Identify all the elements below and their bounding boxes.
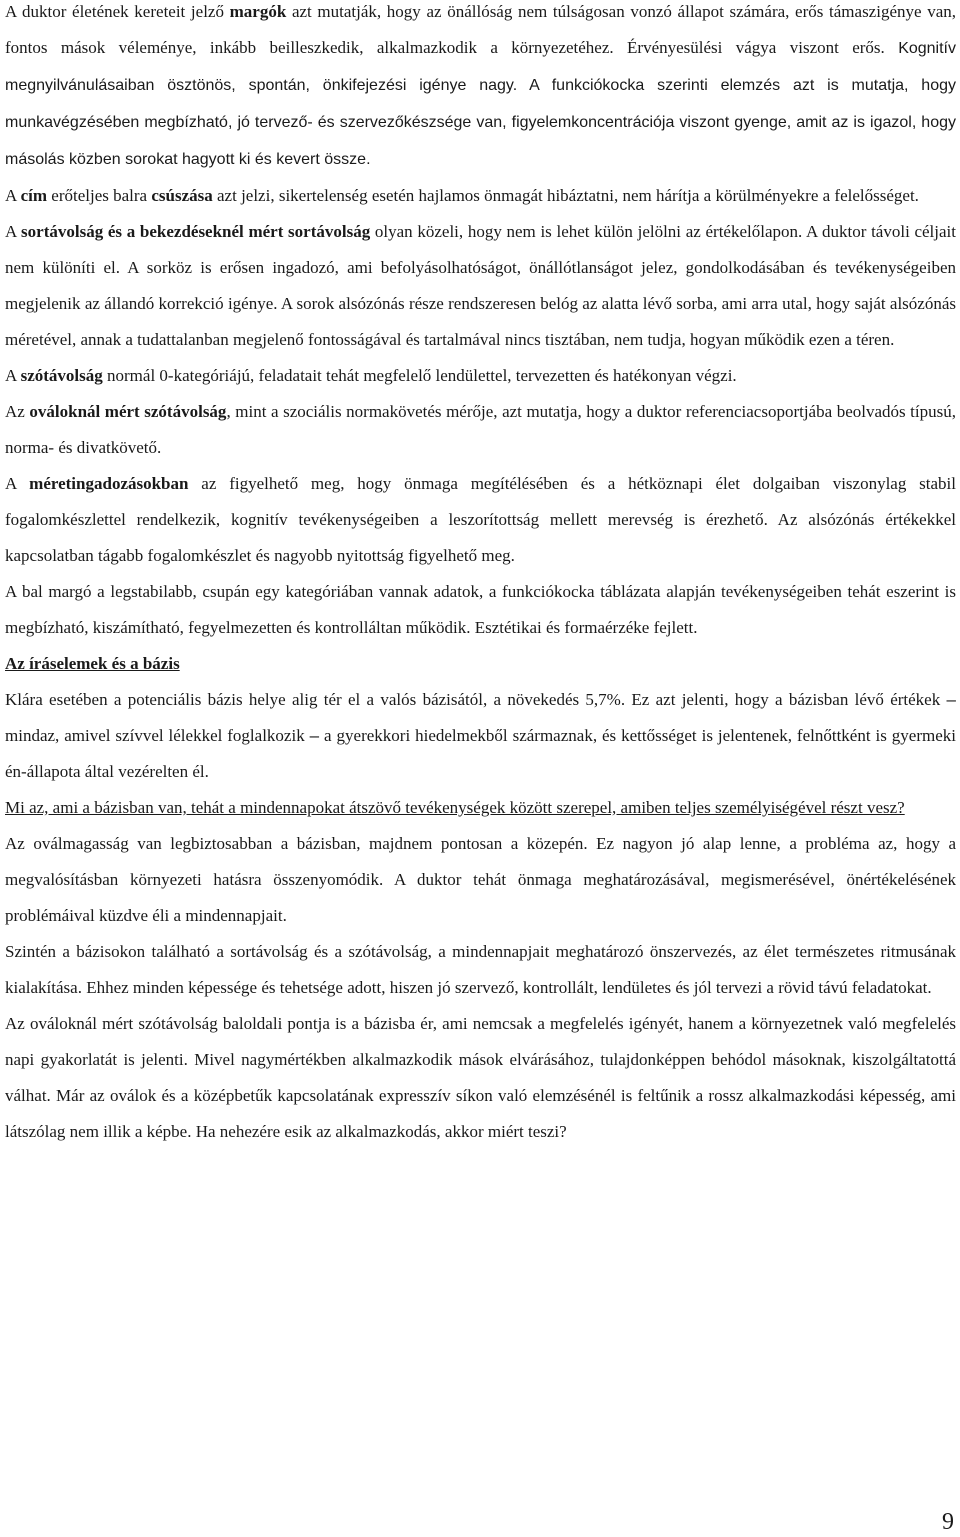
text: A — [5, 222, 22, 241]
dash: – — [946, 690, 956, 709]
underlined-question: Mi az, ami a bázisban van, tehát a mindennapokat átszövő tevékenységek között szerepel, amiben teljes személyiségével részt vesz? — [5, 798, 905, 817]
page-number: 9 — [942, 1509, 954, 1535]
text: , mint a szociális normakövetés mérője, azt mutatja, hogy a duktor referenciacsoportjába beolvadós típusú, norma- és divatkövető. — [5, 402, 956, 457]
paragraph-oval-word-spacing — [5, 394, 956, 466]
paragraph-line-spacing — [5, 214, 956, 358]
term-shift: csúszása — [151, 186, 213, 205]
paragraph-title — [5, 178, 956, 214]
term-margins: margók — [229, 2, 287, 21]
heading-text: Az íráselemek és a bázis — [5, 654, 180, 673]
paragraph-self-organization: Szintén a bázisokon található a sortávolság és a szótávolság, a mindennapjait meghatározó önszervezés, az élet természetes ritmusának kialakítása. Ehhez minden képessége és tehetsége adott, hiszen jó szervező, kontrollált, lendületes és jól tervezi a rövid távú feladatokat. — [5, 942, 956, 997]
dash: – — [309, 726, 320, 745]
term-title: cím — [20, 186, 48, 205]
term-line-spacing: sortávolság és a bekezdéseknél mért sortávolság — [21, 222, 371, 241]
paragraph-adaptation: Az ováloknál mért szótávolság baloldali pontja is a bázisba ér, ami nemcsak a megfelelés igényét, hanem a környezetnek való megfelelés napi gyakorlatát is jelenti. Mivel nagymértékben alkalmazkodik mások elvárásához, tulajdonképpen behódol másoknak, kiszolgáltatottá válhat. Már az oválok és a középbetűk kapcsolatának expresszív síkon való elemzésénél is feltűnik a rossz alkalmazkodási képesség, ami látszólag nem illik a képbe. Ha nehezére esik az alkalmazkodás, akkor miért teszi? — [5, 1014, 956, 1141]
text: A — [5, 366, 21, 385]
text: normál 0-kategóriájú, feladatait tehát megfelelő lendülettel, tervezetten és hatékonyan végzi. — [102, 366, 737, 385]
text: A — [5, 186, 21, 205]
term-size-variation: méretingadozásokban — [29, 474, 189, 493]
text: Az — [5, 402, 30, 421]
paragraph-word-spacing — [5, 358, 956, 394]
paragraph-left-margin: A bal margó a legstabilabb, csupán egy kategóriában vannak adatok, a funkciókocka táblázata alapján tevékenységeiben tehát eszerint is megbízható, kiszámítható, fegyelmezetten és kontrolláltan működik. Esztétikai és formaérzéke fejlett. — [5, 582, 956, 637]
text: mindaz, amivel szívvel lélekkel foglalkozik — [5, 726, 310, 745]
text: azt jelzi, sikertelenség esetén hajlamos önmagát hibáztatni, nem hárítja a körülményekre a felelősséget. — [212, 186, 919, 205]
document-page — [5, 0, 956, 1150]
text: a gyerekkori hiedelmekből származnak, és kettősséget is jelentenek, felnőttként is gyermeki én-állapota által vezérelten él. — [5, 726, 956, 781]
text: az figyelhető meg, hogy önmaga megítélésében és a hétköznapi élet dolgaiban viszonylag stabil fogalomkészlettel rendelkezik, kognitív tevékenységeiben a leszorítottság mellett merevség is érezhető. Az alsózónás értékekkel kapcsolatban tágabb fogalomkészlet és nagyobb nyitottság figyelhető meg. — [5, 474, 956, 565]
text: azt mutatják, hogy az önállóság nem túlságosan vonzó állapot számára, erős támaszigénye van, fontos mások véleménye, inkább beilleszkedik, alkalmazkodik a környezetéhez. Érvényesülési vágya viszont erős. — [5, 2, 956, 57]
term-oval-word-spacing: ováloknál mért szótávolság — [29, 402, 227, 421]
paragraph-size-variation — [5, 466, 956, 574]
text: Klára esetében a potenciális bázis helye alig tér el a valós bázisától, a növekedés 5,7%. Ez azt jelenti, hogy a bázisban lévő értékek — [5, 690, 947, 709]
text: A duktor életének kereteit jelző — [5, 2, 230, 21]
paragraph-question — [5, 790, 956, 826]
text: olyan közeli, hogy nem is lehet külön jelölni az értékelőlapon. A duktor távoli céljait nem különíti el. A sorköz is erősen ingadozó, ami befolyásolhatóságot, önállótlanságot jelez, gondolkodásában és tevékenységeiben megjelenik az állandó korrekció igénye. A sorok alsózónás része rendszeresen belóg az alatta lévő sorba, ami arra utal, hogy saját alsózónás méretével, annak a tudattalanban megjelenő fontosságával és tartalmával nincs tisztában, nem tudja, hogyan működik ezen a téren. — [5, 222, 956, 349]
text: A — [5, 474, 30, 493]
paragraph-oval-height: Az oválmagasság van legbiztosabban a bázisban, majdnem pontosan a közepén. Ez nagyon jó alap lenne, a probléma az, hogy a megvalósításban környezeti hatásra összenyomódik. A duktor tehát önmaga meghatározásával, megismerésével, önértékelésének problémáival küzdve éli a mindennapjait. — [5, 834, 956, 925]
text-sans: Kognitív megnyilvánulásaiban ösztönös, spontán, önkifejezési igénye nagy. A funkciókocka szerinti elemzés azt is mutatja, hogy munkavégzésében megbízható, jó tervező- és szervezőkészsége van, figyelemkoncentrációja viszont gyenge, amit az is igazol, hogy másolás közben sorokat hagyott ki és kevert össze. — [5, 40, 956, 168]
term-word-spacing: szótávolság — [20, 366, 103, 385]
paragraph-basis — [5, 682, 956, 790]
paragraph-margins — [5, 0, 956, 178]
text: erőteljes balra — [47, 186, 152, 205]
section-heading — [5, 646, 956, 682]
